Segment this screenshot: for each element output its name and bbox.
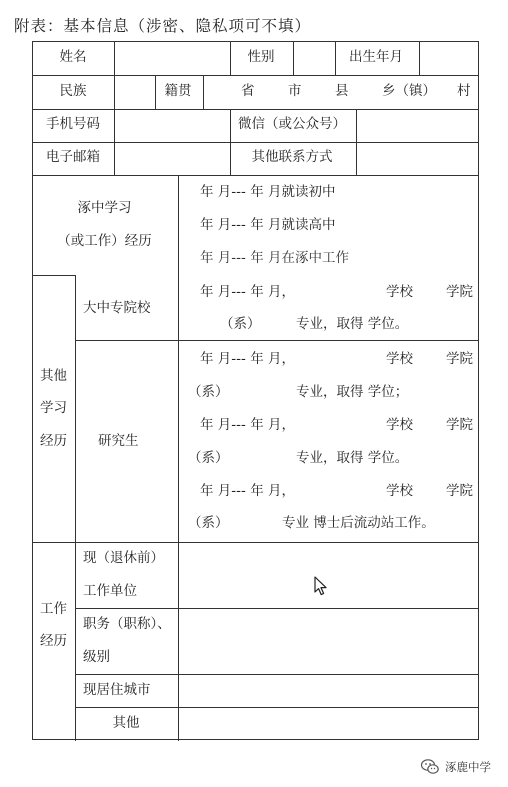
college-line: 年 月--- 年 月， (200, 284, 295, 300)
graduate-line: 年 月--- 年 月， (200, 417, 295, 433)
mouse-pointer-icon (314, 576, 328, 596)
watermark-text: 涿鹿中学 (445, 760, 491, 774)
graduate-line: （系） (188, 384, 229, 400)
label-work: 工作 (40, 601, 67, 617)
label-work: 经历 (40, 633, 67, 649)
college-line: （系） (220, 316, 261, 332)
label-gender: 性别 (247, 49, 275, 65)
graduate-line: 年 月--- 年 月， (200, 483, 295, 499)
graduate-line: （系） (188, 515, 229, 531)
label-wechat: 微信（或公众号） (238, 116, 346, 132)
graduate-line: 学院 (446, 351, 473, 367)
graduate-line: 学院 (446, 417, 473, 433)
label-county: 县 (335, 83, 349, 99)
label-other-contact: 其他联系方式 (251, 149, 333, 165)
label-native: 籍贯 (164, 83, 192, 99)
graduate-line: （系） (188, 450, 229, 466)
label-other-study: 经历 (40, 433, 67, 449)
zhuozhong-line: 年 月--- 年 月就读初中 (200, 184, 336, 200)
label-college: 大中专院校 (83, 300, 151, 316)
label-other-study: 其他 (40, 368, 67, 384)
label-other-study: 学习 (40, 400, 67, 416)
college-line: 学校 (386, 284, 413, 300)
graduate-line: 学校 (386, 417, 413, 433)
graduate-line: 年 月--- 年 月， (200, 351, 295, 367)
info-form-table (32, 41, 479, 740)
label-town: 乡（镇） (382, 83, 436, 99)
label-zhuozhong-line1: 涿中学习 (77, 200, 132, 216)
label-graduate: 研究生 (98, 433, 139, 449)
label-phone: 手机号码 (46, 116, 100, 132)
label-province: 省 (241, 83, 255, 99)
label-city: 市 (288, 83, 302, 99)
college-line: 专业，取得 学位。 (296, 316, 409, 332)
label-birth: 出生年月 (349, 49, 403, 65)
graduate-line: 专业，取得 学位； (296, 384, 409, 400)
watermark (420, 757, 491, 777)
wechat-icon (420, 757, 440, 777)
graduate-line: 专业，取得 学位。 (296, 450, 409, 466)
label-name: 姓名 (59, 49, 87, 65)
college-line: 学院 (446, 284, 473, 300)
zhuozhong-line: 年 月--- 年 月在涿中工作 (200, 250, 349, 266)
zhuozhong-line: 年 月--- 年 月就读高中 (200, 217, 336, 233)
page-title: 附表：基本信息（涉密、隐私项可不填） (14, 17, 312, 35)
graduate-line: 学校 (386, 483, 413, 499)
graduate-line: 学校 (386, 351, 413, 367)
label-position: 级别 (83, 649, 110, 665)
label-village: 村 (457, 83, 471, 99)
label-current-unit: 工作单位 (83, 583, 137, 599)
graduate-line: 专业 博士后流动站工作。 (282, 515, 435, 531)
label-current-unit: 现（退休前） (83, 550, 164, 566)
label-other: 其他 (112, 715, 140, 731)
label-zhuozhong-line2: （或工作）经历 (57, 233, 152, 249)
label-current-city: 现居住城市 (83, 682, 151, 698)
graduate-line: 学院 (446, 483, 473, 499)
label-ethnicity: 民族 (59, 83, 87, 99)
label-email: 电子邮箱 (46, 149, 100, 165)
label-position: 职务（职称）、 (83, 616, 171, 632)
